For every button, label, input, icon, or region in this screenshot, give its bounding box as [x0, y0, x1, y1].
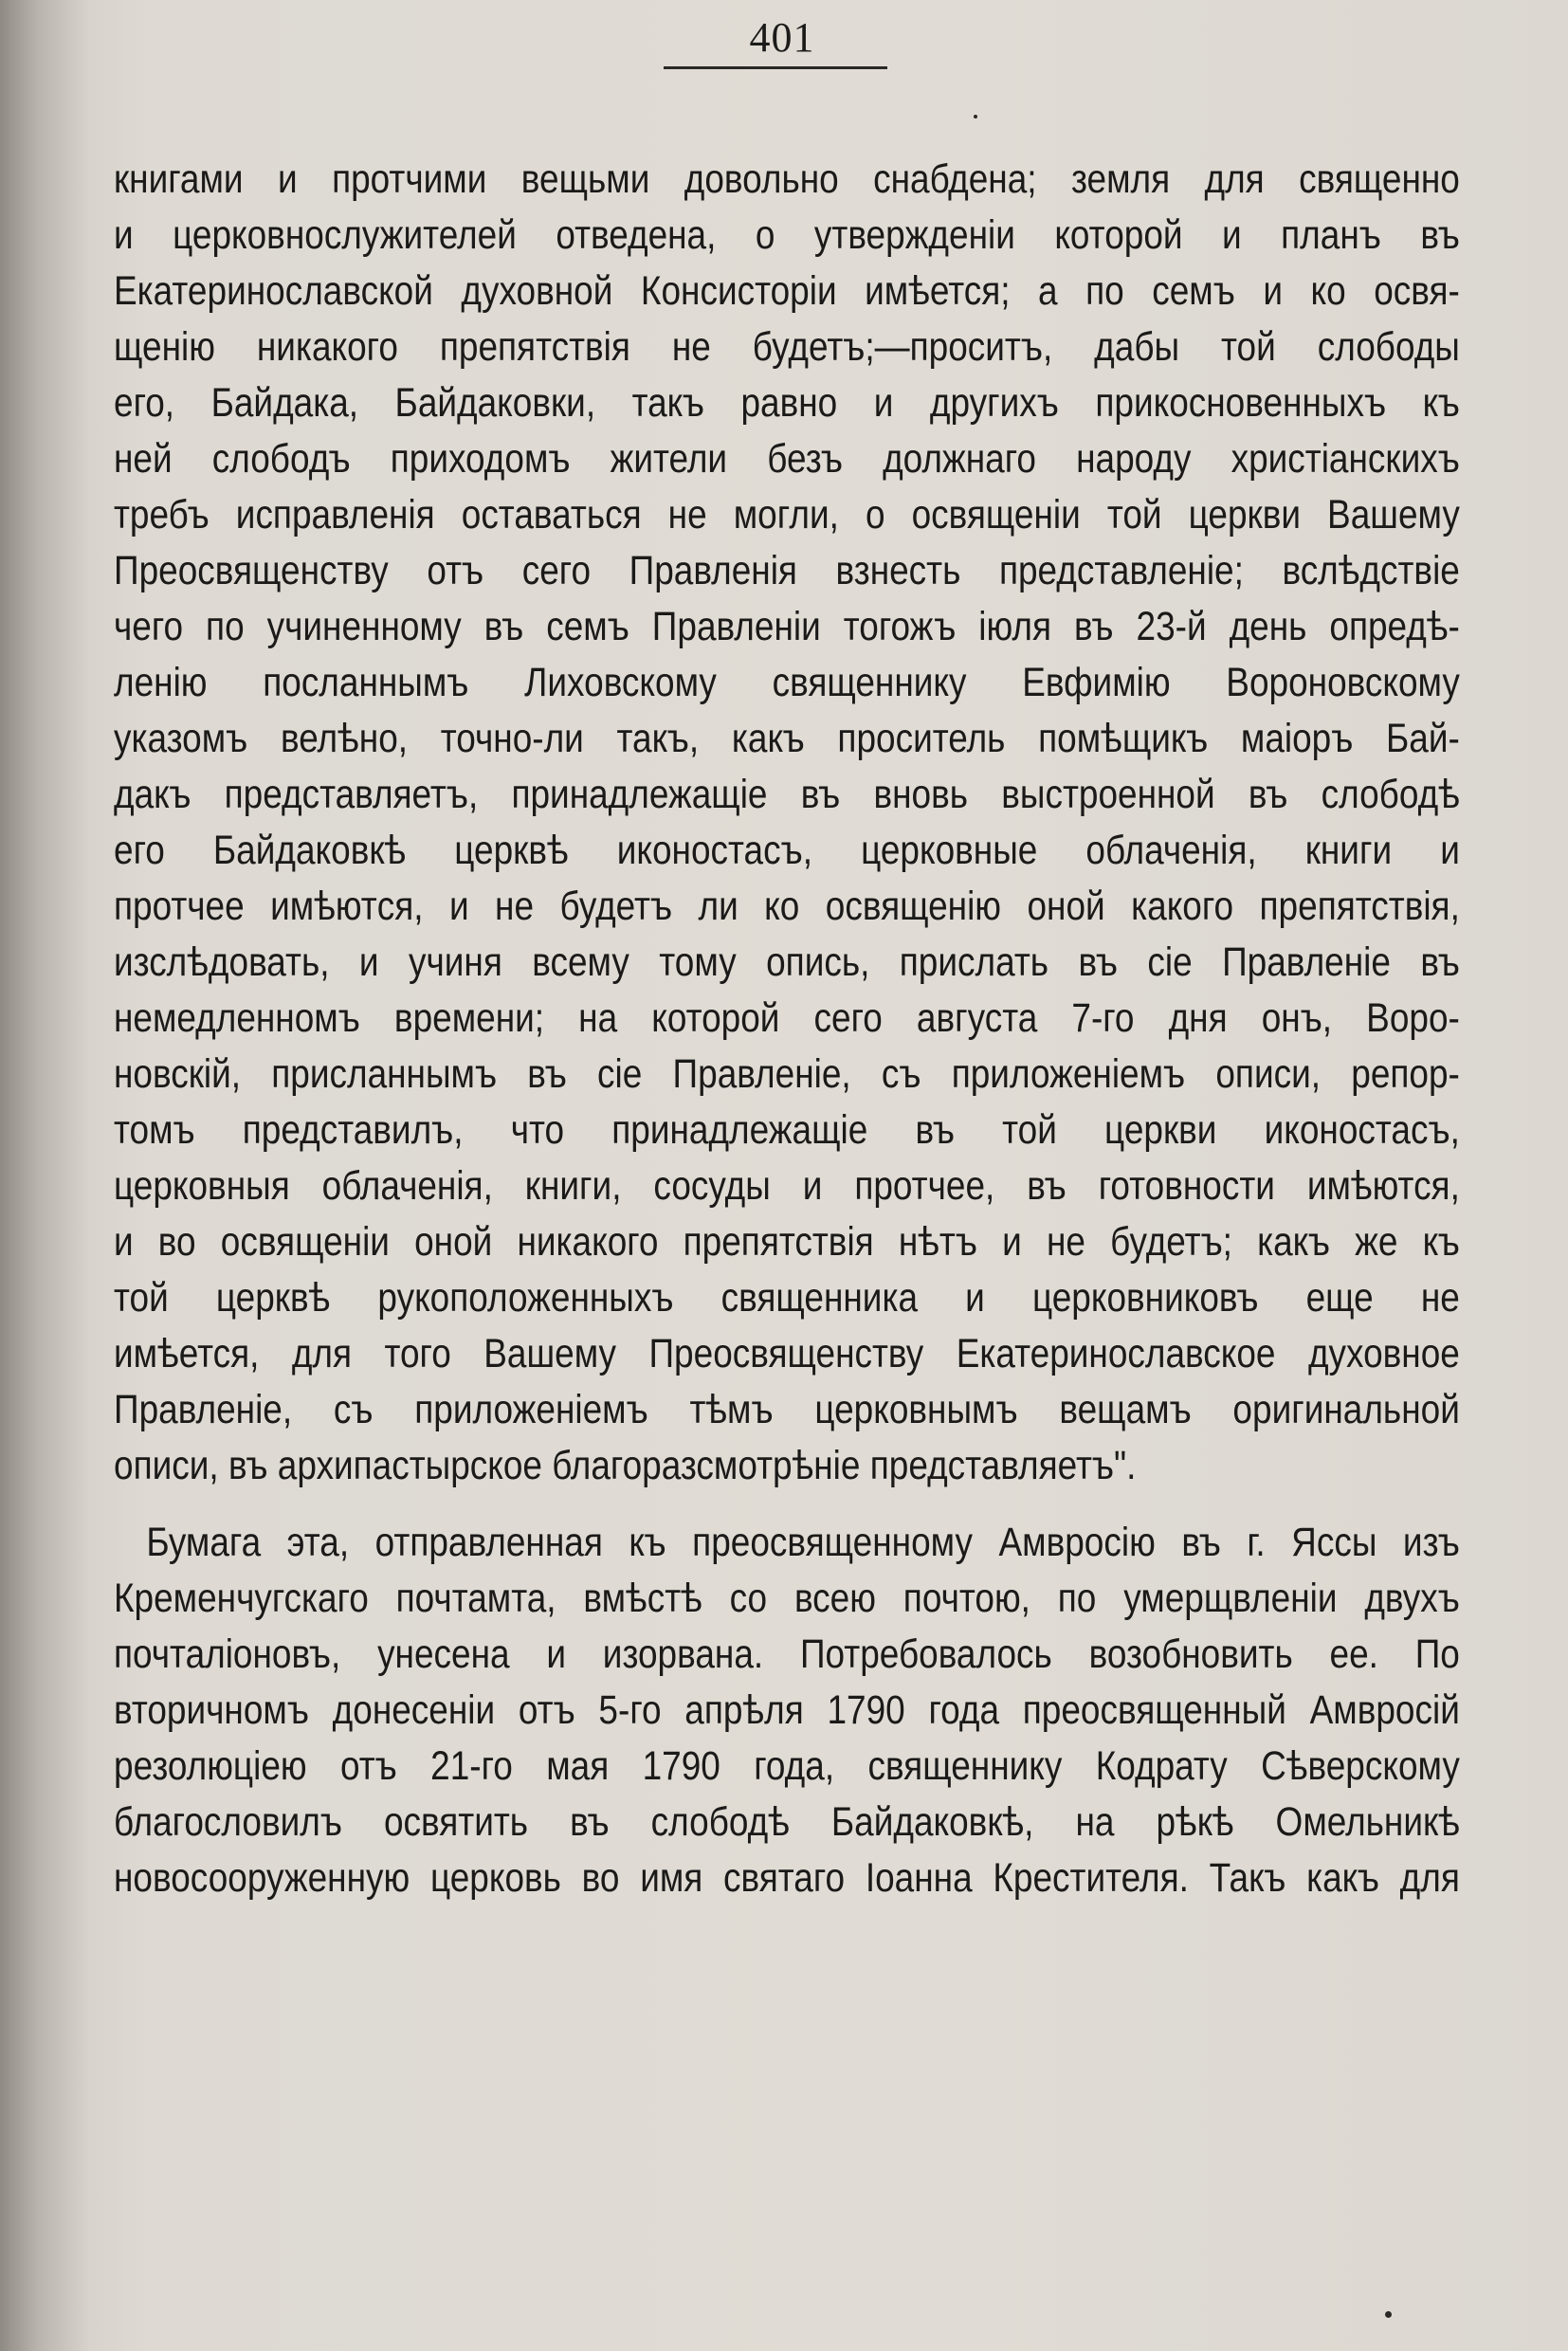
- text-line: той церквѣ рукоположенныхъ священника и церковниковъ еще не: [114, 1275, 1460, 1321]
- text-line: резолюціею отъ 21-го мая 1790 года, священнику Кодрату Сѣверскому: [114, 1743, 1460, 1789]
- text-line: описи, въ архипастырское благоразсмотрѣніе представляетъ".: [114, 1443, 1137, 1488]
- text-line: церковныя облаченія, книги, сосуды и протчее, въ готовности имѣются,: [114, 1163, 1460, 1209]
- text-line: благословилъ освятить въ слободѣ Байдаковкѣ, на рѣкѣ Омельникѣ: [114, 1799, 1460, 1845]
- text-line: его Байдаковкѣ церквѣ иконостасъ, церковные облаченія, книги и: [114, 828, 1460, 873]
- text-line: новосооруженную церковь во имя святаго Іоанна Крестителя. Такъ какъ для: [114, 1855, 1460, 1901]
- text-line: и церковнослужителей отведена, о утвержденіи которой и планъ въ: [114, 212, 1460, 258]
- text-line: Бумага эта, отправленная къ преосвященному Амвросію въ г. Яссы изъ: [146, 1520, 1460, 1565]
- text-line: Преосвященству отъ сего Правленія взнесть представленіе; вслѣдствіе: [114, 548, 1460, 593]
- paragraph-gap: [114, 1494, 1271, 1515]
- page-number-underline: [664, 66, 887, 69]
- text-line: протчее имѣютcя, и не будетъ ли ко освященію оной какого препятствія,: [114, 884, 1460, 929]
- text-line: его, Байдака, Байдаковки, такъ равно и другихъ прикосновенныхъ къ: [114, 380, 1460, 426]
- paragraph-2: [114, 1515, 1460, 1906]
- text-line: почталіоновъ, унесена и изорвана. Потребовалось возобновить ее. По: [114, 1631, 1460, 1677]
- text-line: требъ исправленія оставаться не могли, о освященіи той церкви Вашему: [114, 492, 1460, 538]
- text-line: имѣется, для того Вашему Преосвященству Екатеринославское духовное: [114, 1331, 1460, 1376]
- text-line: немедленномъ времени; на которой сего августа 7-го дня онъ, Воро-: [114, 995, 1460, 1041]
- text-line: ней слободъ приходомъ жители безъ должнаго народу христіанскихъ: [114, 436, 1460, 482]
- text-line: книгами и протчими вещьми довольно снабдена; земля для священно: [114, 156, 1460, 202]
- text-line: указомъ велѣно, точно-ли такъ, какъ проситель помѣщикъ маіоръ Бай-: [114, 716, 1460, 761]
- text-line: вторичномъ донесеніи отъ 5-го апрѣля 1790 года преосвященный Амвросій: [114, 1687, 1460, 1733]
- paper-speck: [974, 115, 977, 118]
- text-line: и во освященіи оной никакого препятствія нѣтъ и не будетъ; какъ же къ: [114, 1219, 1460, 1265]
- text-line: Кременчугскаго почтамта, вмѣстѣ со всею почтою, по умерщвленіи двухъ: [114, 1576, 1460, 1621]
- text-line: томъ представилъ, что принадлежащіе въ той церкви иконостасъ,: [114, 1107, 1460, 1153]
- page-number: 401: [749, 14, 815, 61]
- text-line: дакъ представляетъ, принадлежащіе въ вновь выстроенной въ слободѣ: [114, 772, 1460, 817]
- text-line: новскій, присланнымъ въ сіе Правленіе, съ приложеніемъ описи, репор-: [114, 1051, 1460, 1097]
- text-line: ленію посланнымъ Лиховскому священнику Евфимію Вороновскому: [114, 660, 1460, 705]
- text-line: Правленіе, съ приложеніемъ тѣмъ церковнымъ вещамъ оригинальной: [114, 1387, 1460, 1432]
- paragraph-1: [114, 152, 1460, 1494]
- body-text: [114, 152, 1460, 1906]
- text-line: чего по учиненному въ семъ Правленіи тогожъ іюля въ 23-й день опредѣ-: [114, 604, 1460, 649]
- text-line: щенію никакого препятствія не будетъ;—проситъ, дабы той слободы: [114, 324, 1460, 370]
- paper-speck: [1385, 2311, 1392, 2318]
- text-line: изслѣдовать, и учиня всему тому опись, прислать въ сіе Правленіе въ: [114, 939, 1460, 985]
- text-line: Екатеринославской духовной Консисторіи имѣется; а по семъ и ко освя-: [114, 268, 1460, 314]
